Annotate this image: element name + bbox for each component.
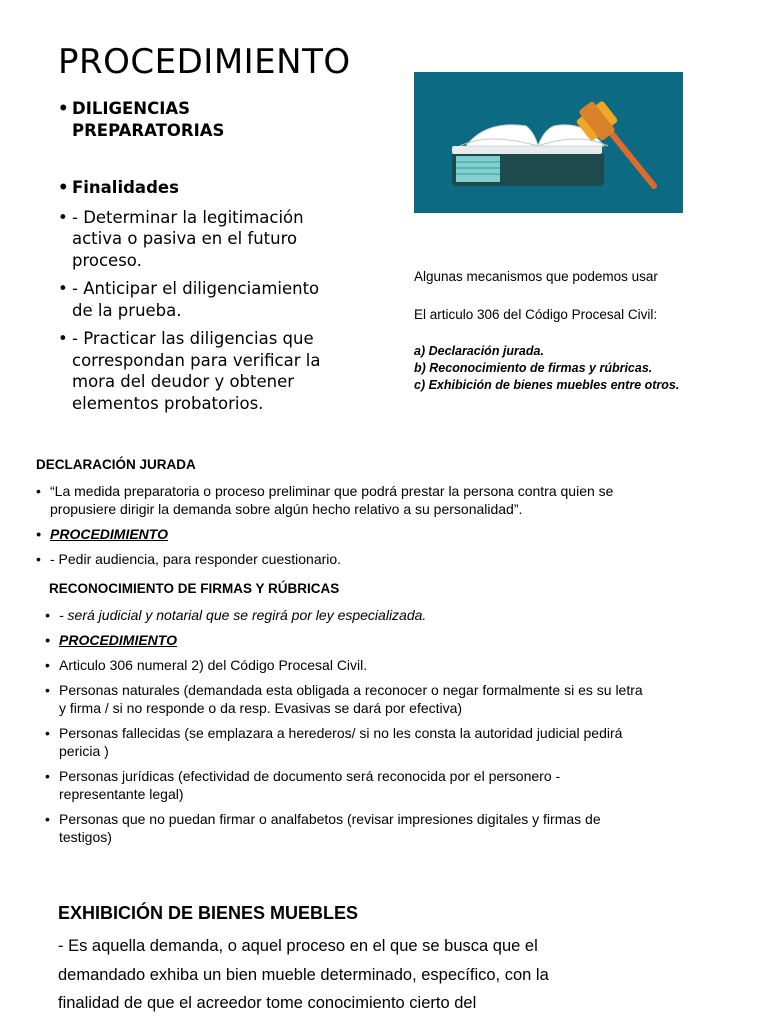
- side-option: a) Declaración jurada.: [414, 344, 544, 358]
- book-icon: [452, 125, 608, 186]
- list-item: • - Practicar las diligencias que correspondan para verificar la mora del deudor y obtener elementos probatorios.: [58, 328, 328, 414]
- side-intro: Algunas mecanismos que podemos usar: [414, 269, 658, 284]
- section-heading-exhibicion: EXHIBICIÓN DE BIENES MUEBLES: [58, 903, 359, 923]
- declaracion-list: [36, 482, 656, 568]
- intro-list: [58, 98, 328, 414]
- list-item: • Personas jurídicas (efectividad de documento será reconocida por el personero - representante legal): [45, 767, 650, 803]
- list-item: • - Anticipar el diligenciamiento de la prueba.: [58, 278, 328, 321]
- section-heading-declaracion: DECLARACIÓN JURADA: [36, 457, 196, 472]
- side-option: b) Reconocimiento de firmas y rúbricas.: [414, 361, 653, 375]
- list-item: • - será judicial y notarial que se regirá por ley especializada.: [45, 606, 650, 624]
- section-heading-reconocimiento: RECONOCIMIENTO DE FIRMAS Y RÚBRICAS: [49, 581, 340, 596]
- reconocimiento-list: [45, 606, 650, 846]
- list-item: • Personas fallecidas (se emplazara a herederos/ si no les consta la autoridad judicial pedirá pericia ): [45, 724, 650, 760]
- side-option: c) Exhibición de bienes muebles entre otros.: [414, 378, 680, 392]
- list-item: • Personas naturales (demandada esta obligada a reconocer o negar formalmente si es su letra y firma / si no responde o da resp. Evasivas se dará por efectiva): [45, 681, 650, 717]
- list-item: • DILIGENCIAS PREPARATORIAS: [58, 98, 242, 141]
- list-item: • PROCEDIMIENTO: [36, 525, 656, 543]
- list-item: • - Pedir audiencia, para responder cuestionario.: [36, 550, 656, 568]
- exhibicion-paragraph: - Es aquella demanda, o aquel proceso en el que se busca que el demandado exhiba un bien mueble determinado, específico, con la finalidad de que el acreedor tome conocimiento cierto del: [58, 937, 549, 1012]
- side-article: El articulo 306 del Código Procesal Civil:: [414, 307, 658, 322]
- list-item: • Articulo 306 numeral 2) del Código Procesal Civil.: [45, 656, 650, 674]
- list-item: • Personas que no puedan firmar o analfabetos (revisar impresiones digitales y firmas de testigos): [45, 810, 650, 846]
- list-item: • - Determinar la legitimación activa o pasiva en el futuro proceso.: [58, 207, 328, 272]
- page-title: PROCEDIMIENTO: [58, 42, 351, 82]
- list-item: • PROCEDIMIENTO: [45, 631, 650, 649]
- list-item: • “La medida preparatoria o proceso preliminar que podrá prestar la persona contra quien se propusiere dirigir la demanda sobre algún hecho relativo a su personalidad”.: [36, 482, 656, 518]
- list-item: • Finalidades: [58, 177, 328, 199]
- book-gavel-illustration: [414, 72, 683, 213]
- law-illustration: [414, 72, 683, 213]
